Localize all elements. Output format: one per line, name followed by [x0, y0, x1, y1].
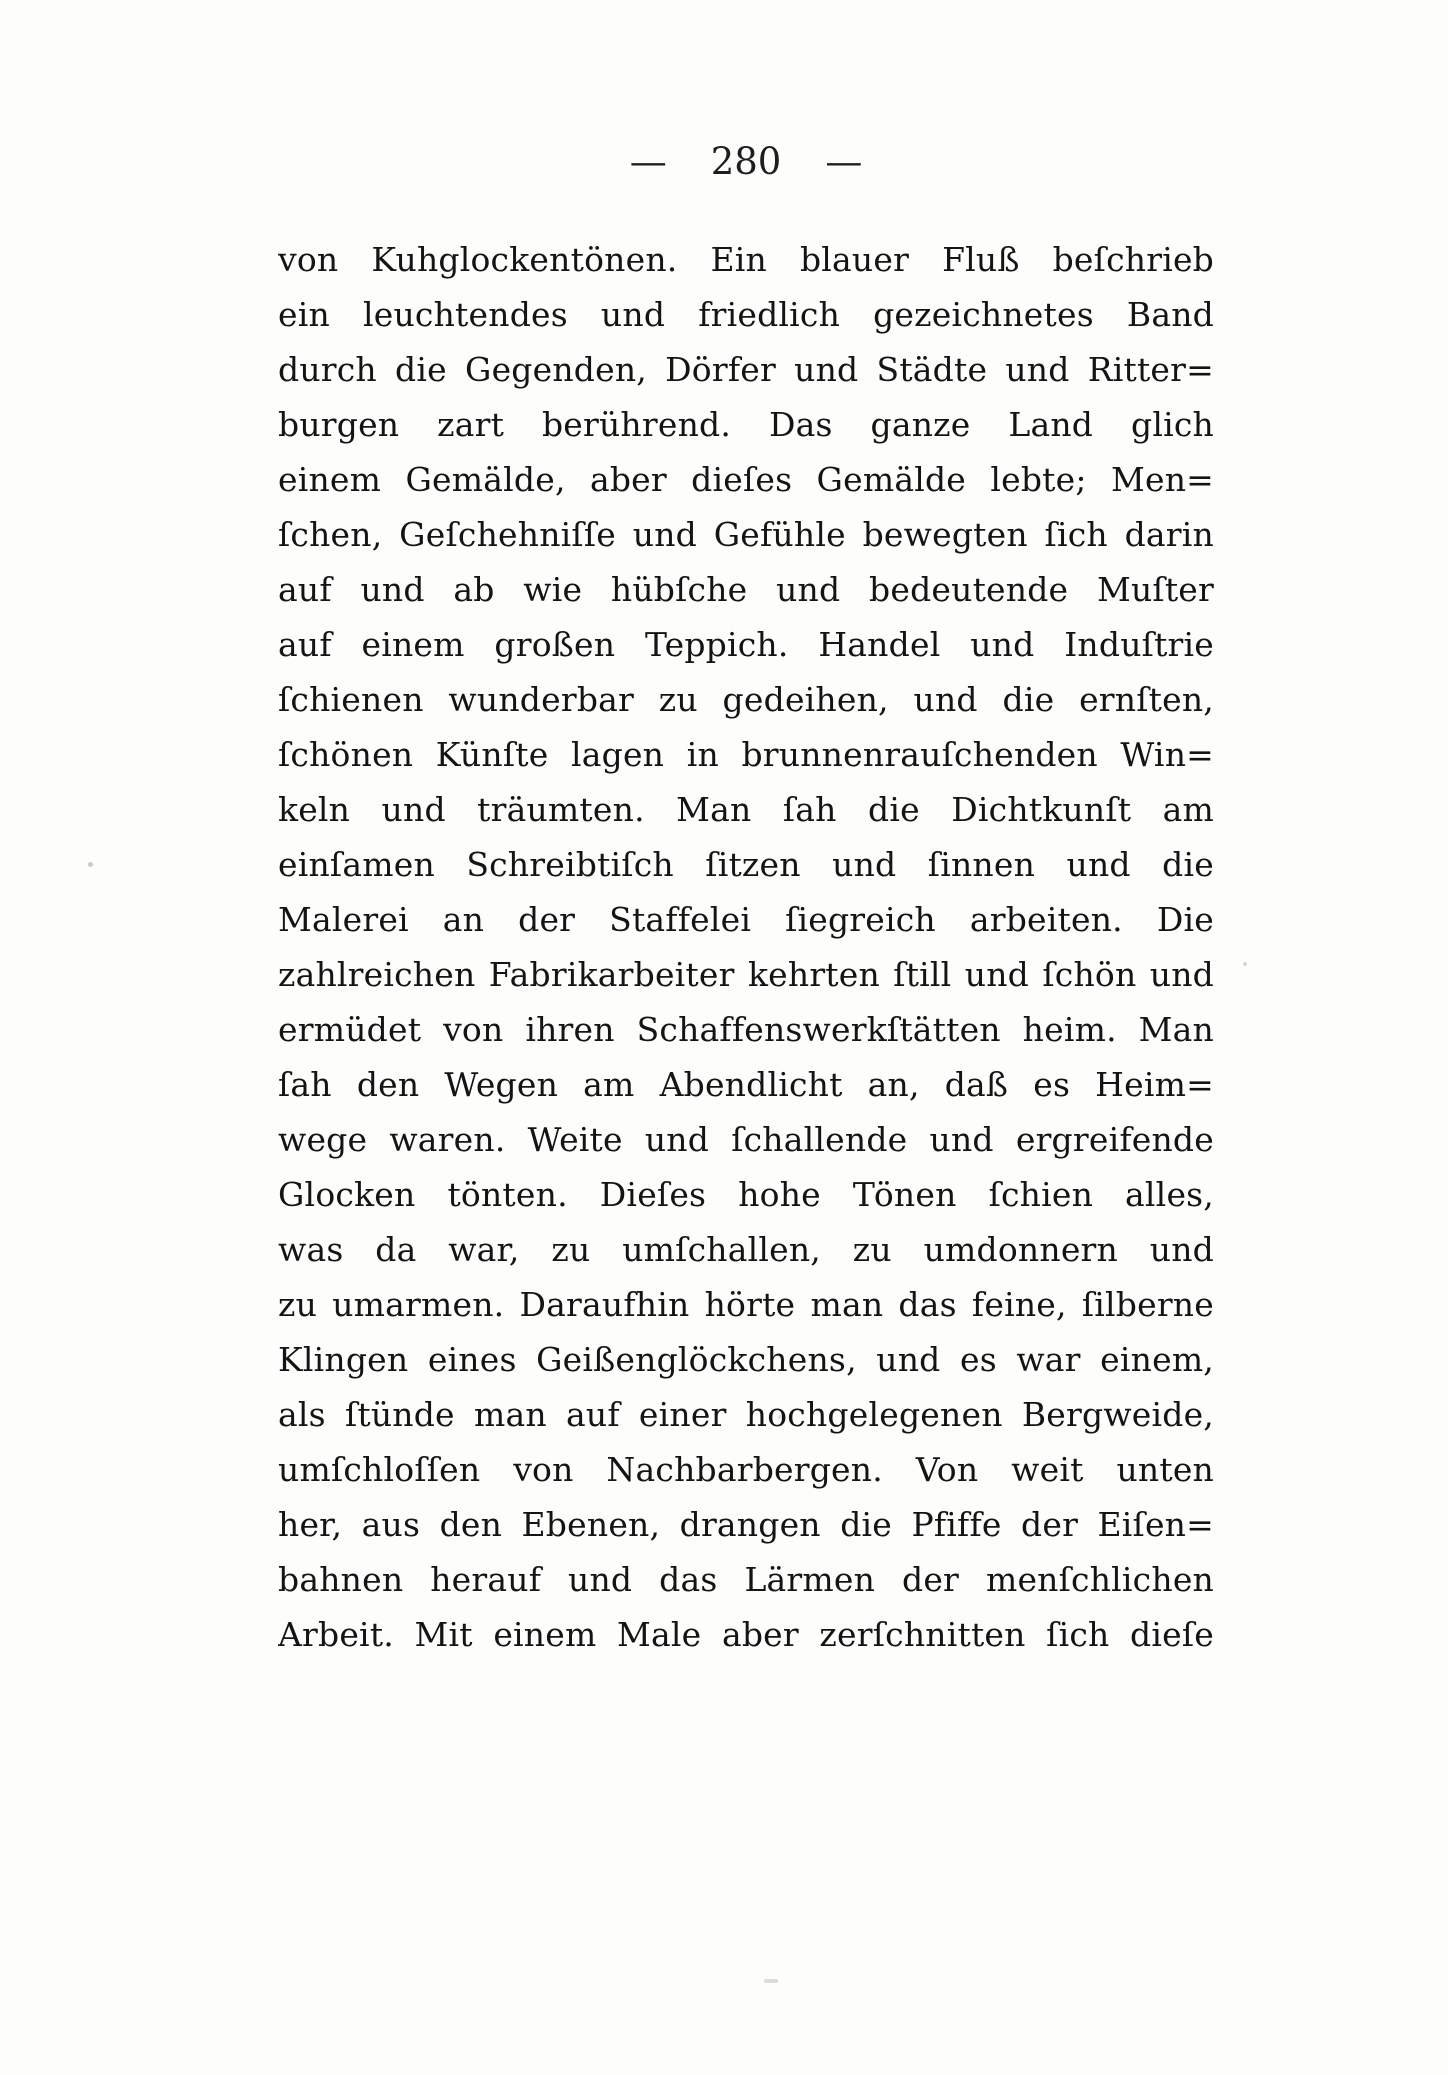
scan-speck [764, 1979, 778, 1983]
text-line: keln und träumten. Man ſah die Dichtkunſt am [278, 790, 1214, 829]
text-line: bahnen herauf und das Lärmen der menſchlichen [278, 1560, 1214, 1599]
text-line: auf und ab wie hübſche und bedeutende Muſter [278, 570, 1214, 609]
text-line: wege waren. Weite und ſchallende und ergreifende [278, 1120, 1214, 1159]
text-line: von Kuhglockentönen. Ein blauer Fluß beſchrieb [278, 240, 1214, 279]
text-line: ermüdet von ihren Schaffenswerkſtätten heim. Man [278, 1010, 1214, 1049]
text-line: ein leuchtendes und friedlich gezeichnetes Band [278, 295, 1214, 334]
text-line: was da war, zu umſchallen, zu umdonnern und [278, 1230, 1214, 1269]
text-line: Klingen eines Geißenglöckchens, und es war einem, [278, 1340, 1214, 1379]
scan-speck [778, 1415, 782, 1419]
text-line: durch die Gegenden, Dörfer und Städte und Ritter= [278, 350, 1214, 389]
text-line: Malerei an der Staffelei ſiegreich arbeiten. Die [278, 900, 1214, 939]
text-line: umſchloſſen von Nachbarbergen. Von weit unten [278, 1450, 1214, 1489]
text-line: einem Gemälde, aber dieſes Gemälde lebte; Men= [278, 460, 1214, 499]
text-line: Glocken tönten. Dieſes hohe Tönen ſchien alles, [278, 1175, 1214, 1214]
header-dash-right: — [825, 140, 863, 183]
text-line: zahlreichen Fabrikarbeiter kehrten ſtill und ſchön und [278, 955, 1214, 994]
text-line: her, aus den Ebenen, drangen die Pfiffe der Eiſen= [278, 1505, 1214, 1544]
text-line: Arbeit. Mit einem Male aber zerſchnitten ſich dieſe [278, 1615, 1214, 1654]
text-line: burgen zart berührend. Das ganze Land glich [278, 405, 1214, 444]
scan-speck [1243, 962, 1247, 966]
text-line: zu umarmen. Daraufhin hörte man das feine, ſilberne [278, 1285, 1214, 1324]
text-line: ſah den Wegen am Abendlicht an, daß es Heim= [278, 1065, 1214, 1104]
text-line: als ſtünde man auf einer hochgelegenen Bergweide, [278, 1395, 1214, 1434]
text-line: einſamen Schreibtiſch ſitzen und ſinnen und die [278, 845, 1214, 884]
text-line: ſchen, Geſchehniſſe und Gefühle bewegten ſich darin [278, 515, 1214, 554]
page-header [278, 142, 1214, 182]
scan-speck [88, 862, 93, 867]
text-line: ſchönen Künſte lagen in brunnenrauſchenden Win= [278, 735, 1214, 774]
text-line: ſchienen wunderbar zu gedeihen, und die ernſten, [278, 680, 1214, 719]
text-line: auf einem großen Teppich. Handel und Induſtrie [278, 625, 1214, 664]
header-dash-left: — [629, 140, 667, 183]
page-number: 280 [710, 140, 782, 183]
text-block [278, 232, 1214, 1662]
